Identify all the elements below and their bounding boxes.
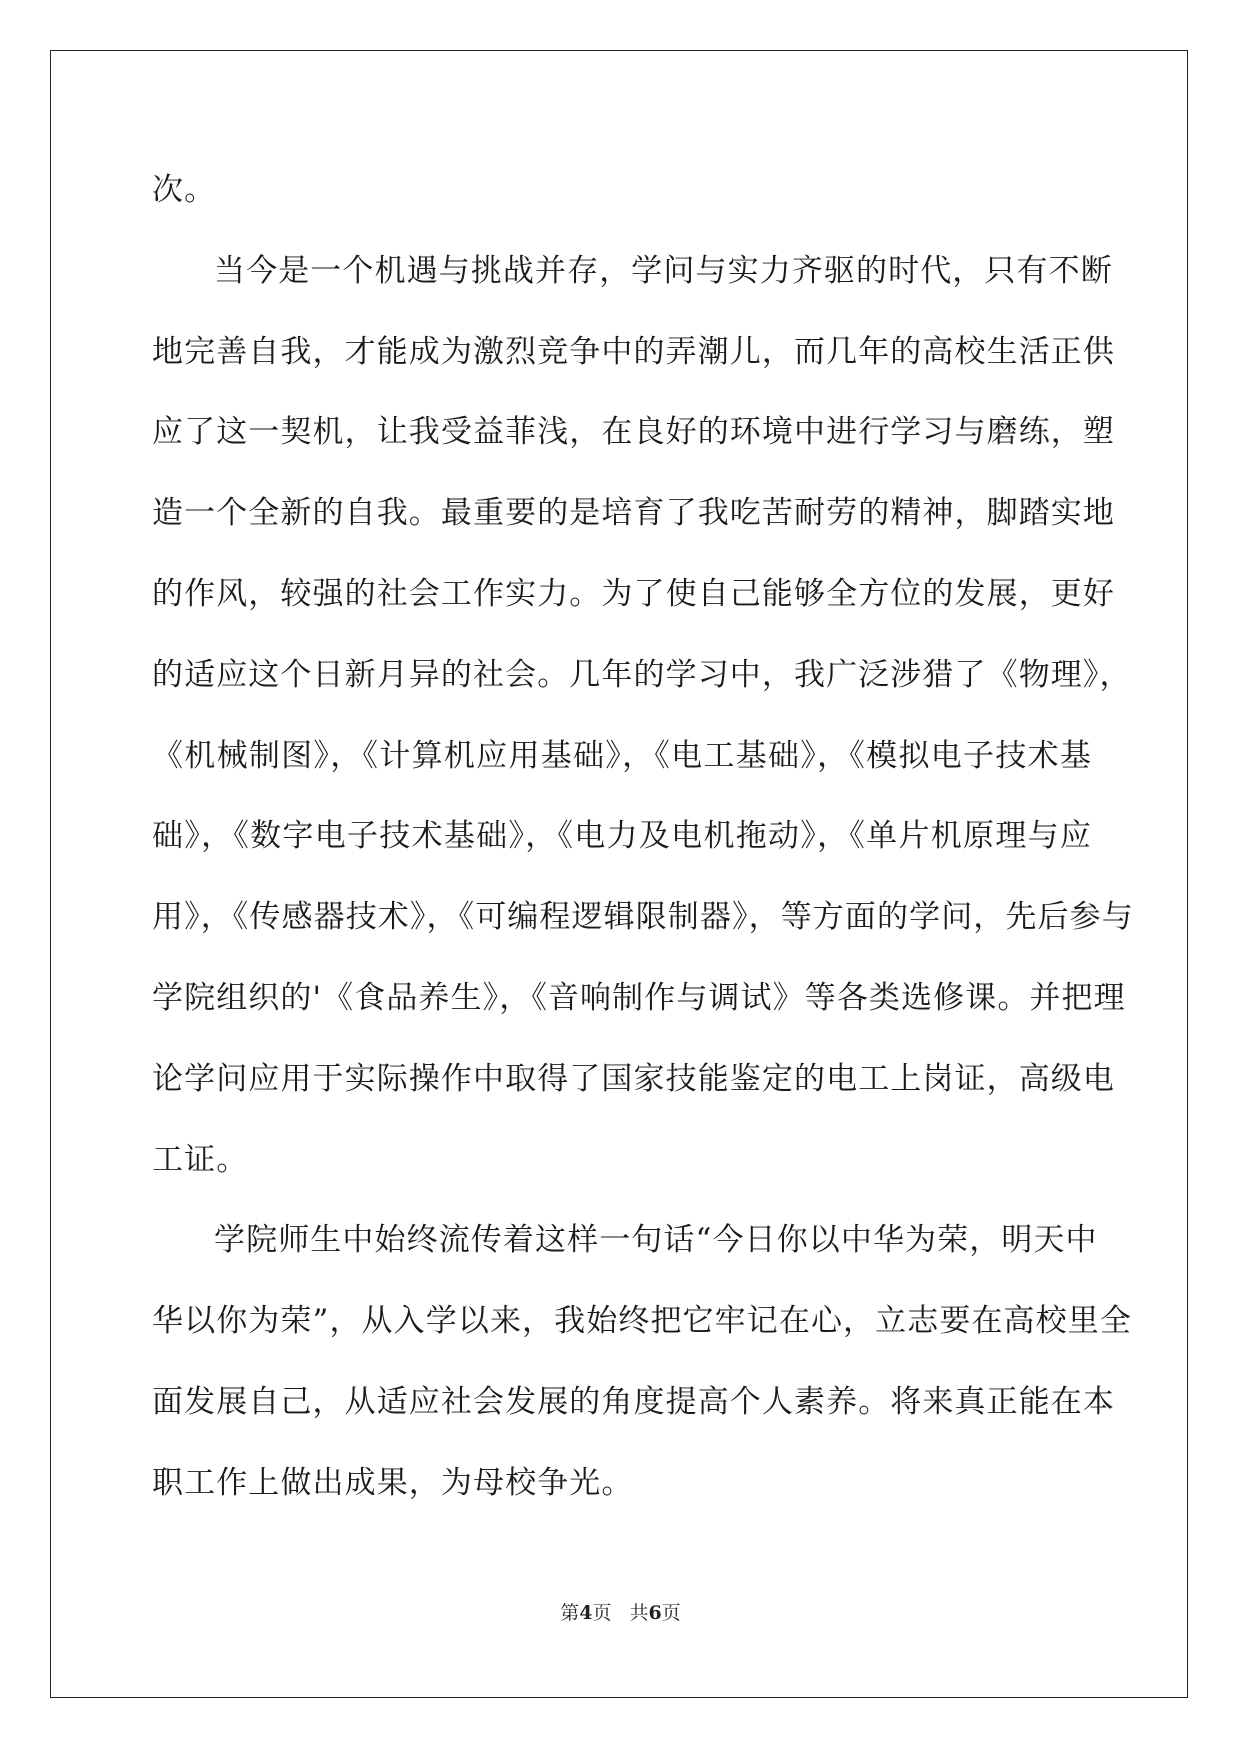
text-line: 华以你为荣”，从入学以来，我始终把它牢记在心，立志要在高校里全: [152, 1303, 1132, 1340]
text-line: 地完善自我，才能成为激烈竞争中的弄潮儿，而几年的高校生活正供: [152, 333, 1115, 370]
text-line: 应了这一契机，让我受益菲浅，在良好的环境中进行学习与磨练，塑: [152, 414, 1115, 451]
text-line: 论学问应用于实际操作中取得了国家技能鉴定的电工上岗证，高级电: [152, 1060, 1115, 1097]
text-line: 当今是一个机遇与挑战并存，学问与实力齐驱的时代，只有不断: [214, 252, 1113, 289]
text-line: 的适应这个日新月异的社会。几年的学习中，我广泛涉猎了《物理》，: [152, 656, 1132, 693]
text-line: 学院师生中始终流传着这样一句话“今日你以中华为荣，明天中: [214, 1222, 1098, 1259]
footer-prefix: 第: [560, 1602, 580, 1624]
text-line: 次。: [152, 172, 217, 208]
text-line: 造一个全新的自我。最重要的是培育了我吃苦耐劳的精神，脚踏实地: [152, 495, 1115, 532]
footer-total-suffix: 页: [661, 1602, 681, 1624]
text-line: 面发展自己，从适应社会发展的角度提高个人素养。将来真正能在本: [152, 1383, 1115, 1420]
text-line: 础》，《数字电子技术基础》，《电力及电机拖动》，《单片机原理与应: [152, 818, 1092, 855]
text-line: 职工作上做出成果，为母校争光。: [152, 1464, 634, 1501]
document-body: [152, 150, 1134, 1524]
current-page-number: 4: [579, 1602, 593, 1624]
total-page-number: 6: [648, 1602, 662, 1624]
text-line: 《机械制图》，《计算机应用基础》，《电工基础》，《模拟电子技术基: [152, 737, 1092, 774]
text-line: 的作风，较强的社会工作实力。为了使自己能够全方位的发展，更好: [152, 575, 1115, 612]
footer-total-prefix: 共: [629, 1602, 649, 1624]
text-line: 用》，《传感器技术》，《可编程逻辑限制器》，等方面的学问，先后参与: [152, 899, 1134, 936]
page-footer: [0, 1598, 1241, 1625]
text-line: 学院组织的'《食品养生》，《音响制作与调试》等各类选修课。并把理: [152, 979, 1126, 1016]
text-line: 工证。: [152, 1141, 249, 1178]
footer-page-suffix: 页: [592, 1602, 612, 1624]
